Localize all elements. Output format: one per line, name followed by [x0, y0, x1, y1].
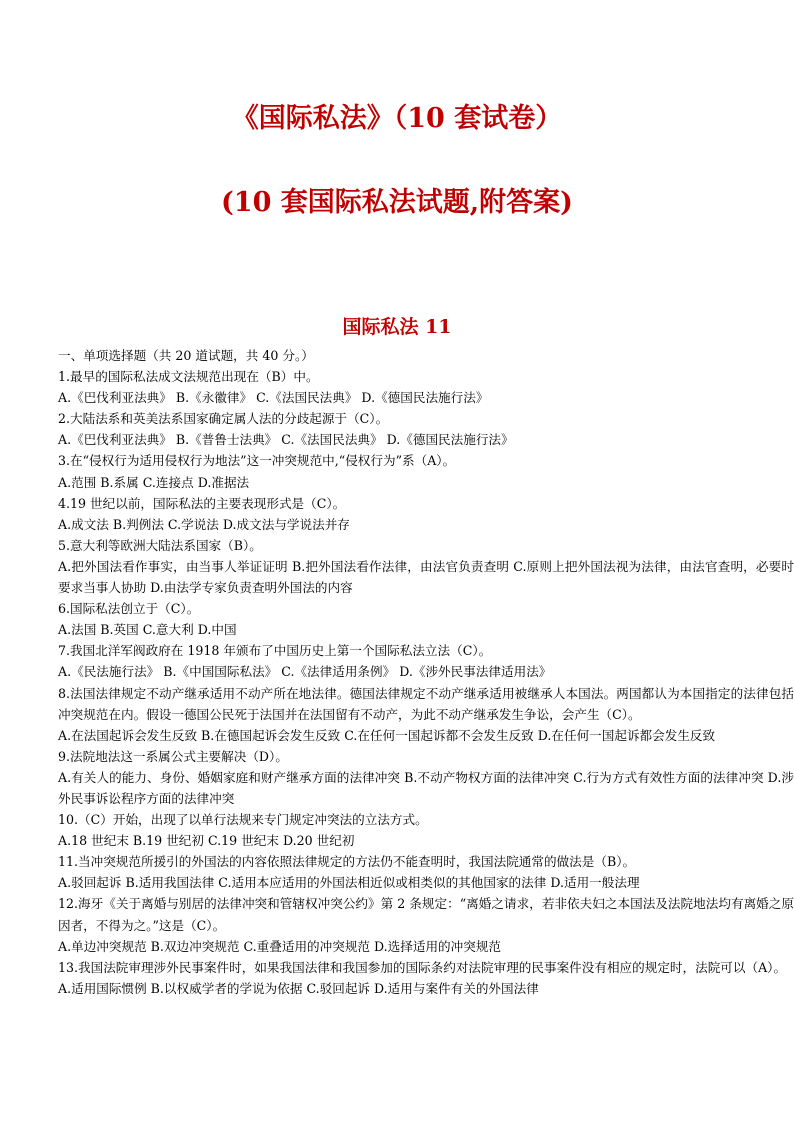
question-text: 7.我国北洋军阀政府在 1918 年颁布了中国历史上第一个国际私法立法（C）。: [58, 643, 492, 659]
question-list: [58, 345, 794, 999]
question-text: 9.法院地法这一系属公式主要解决（D）。: [58, 748, 288, 764]
question-text: 10.（C）开始，出现了以单行法规来专门规定冲突法的立法方式。: [58, 812, 428, 828]
question-text: 12.海牙《关于离婚与别居的法律冲突和管辖权冲突公约》第 2 条规定：“离婚之请求，若非依夫妇之本国法及法院地法均有离婚之原因者，不得为之。”这是（C）。: [58, 896, 794, 933]
question-options: A.《巴伐利亚法典》 B.《永徽律》 C.《法国民法典》 D.《德国民法施行法》: [58, 390, 489, 406]
question-options: A.《民法施行法》 B.《中国国际私法》 C.《法律适用条例》 D.《涉外民事法律适用法》: [58, 664, 552, 680]
section-instruction: 一、单项选择题（共 20 道试题，共 40 分。）: [58, 348, 314, 363]
question-options: A.适用国际惯例 B.以权威学者的学说为依据 C.驳回起诉 D.适用与案件有关的外国法律: [58, 980, 539, 996]
question-options: A.18 世纪末 B.19 世纪初 C.19 世纪末 D.20 世纪初: [58, 833, 355, 849]
document-subtitle: (10 套国际私法试题,附答案): [221, 187, 573, 218]
question-options: A.《巴伐利亚法典》 B.《普鲁士法典》 C.《法国民法典》 D.《德国民法施行法》: [58, 432, 514, 448]
question-text: 11.当冲突规范所援引的外国法的内容依照法律规定的方法仍不能查明时，我国法院通常的做法是（B）。: [58, 854, 636, 870]
question-options: A.有关人的能力、身份、婚姻家庭和财产继承方面的法律冲突 B.不动产物权方面的法律冲突 C.行为方式有效性方面的法律冲突 D.涉外民事诉讼程序方面的法律冲突: [58, 769, 794, 806]
document-title: 《国际私法》（10 套试卷）: [231, 103, 563, 134]
question-options: A.成文法 B.判例法 C.学说法 D.成文法与学说法并存: [58, 516, 350, 532]
question-options: A.驳回起诉 B.适用我国法律 C.适用本应适用的外国法相近似或相类似的其他国家的法律 D.适用一般法理: [58, 875, 640, 891]
question-text: 4.19 世纪以前，国际私法的主要表现形式是（C）。: [58, 495, 346, 511]
question-text: 2.大陆法系和英美法系国家确定属人法的分歧起源于（C）。: [58, 411, 389, 427]
question-text: 6.国际私法创立于（C）。: [58, 601, 200, 617]
question-options: A.在法国起诉会发生反致 B.在德国起诉会发生反致 C.在任何一国起诉都不会发生反致 D.在任何一国起诉都会发生反致: [58, 727, 716, 743]
question-text: 8.法国法律规定不动产继承适用不动产所在地法律。德国法律规定不动产继承适用被继承人本国法。两国都认为本国指定的法律包括冲突规范在内。假设一德国公民死于法国并在法国留有不动产，为此不动产继承发生争讼，会产生（C）。: [58, 685, 794, 722]
question-text: 1.最早的国际私法成文法规范出现在（B）中。: [58, 369, 319, 385]
question-text: 3.在“侵权行为适用侵权行为地法”这一冲突规范中,“侵权行为”系（A）。: [58, 453, 456, 469]
question-options: A.法国 B.英国 C.意大利 D.中国: [58, 622, 237, 638]
question-text: 13.我国法院审理涉外民事案件时，如果我国法律和我国参加的国际条约对法院审理的民事案件没有相应的规定时，法院可以（A）。: [58, 959, 787, 975]
question-options: A.单边冲突规范 B.双边冲突规范 C.重叠适用的冲突规范 D.选择适用的冲突规范: [58, 938, 502, 954]
section-title: 国际私法 11: [342, 316, 452, 338]
question-text: 5.意大利等欧洲大陆法系国家（B）。: [58, 537, 262, 553]
question-options: A.把外国法看作事实，由当事人举证证明 B.把外国法看作法律，由法官负责查明 C.原则上把外国法视为法律，由法官查明，必要时要求当事人协助 D.由法学专家负责查明外国法的内容: [58, 558, 794, 596]
question-options: A.范围 B.系属 C.连接点 D.准据法: [58, 474, 250, 490]
